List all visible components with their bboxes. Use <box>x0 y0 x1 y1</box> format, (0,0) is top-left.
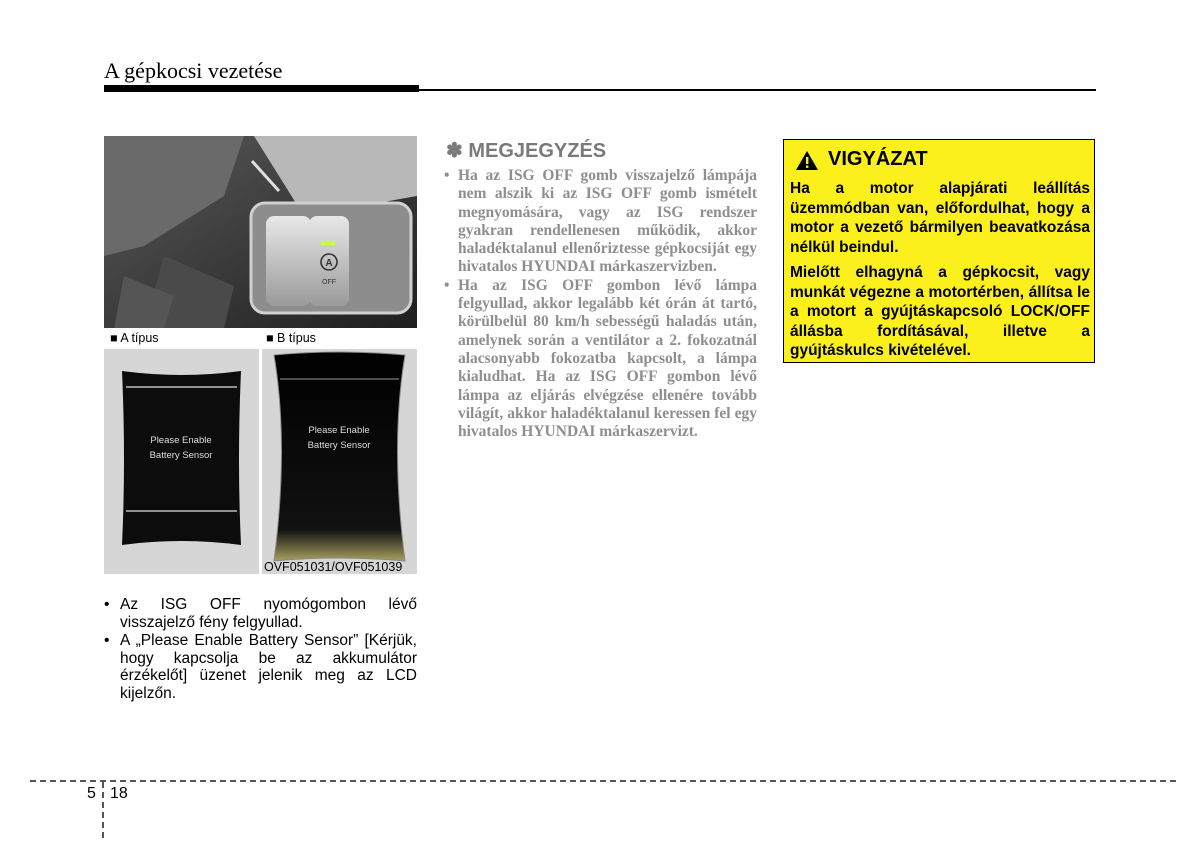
lcd-a-line2: Battery Sensor <box>149 450 213 461</box>
warning-triangle-icon <box>795 150 819 176</box>
caption-type-a: ■ A típus <box>110 331 159 345</box>
lcd-b-line1: Please Enable <box>308 425 370 436</box>
lcd-a-line1: Please Enable <box>150 435 212 446</box>
page-number: 18 <box>110 785 128 802</box>
figure-code: OVF051031/OVF051039 <box>264 560 403 574</box>
lcd-panel-type-b <box>262 349 417 574</box>
footer-vertical-divider <box>102 782 104 838</box>
footer-divider <box>30 780 1176 782</box>
page-header-title: A gépkocsi vezetése <box>104 58 283 83</box>
note-item: • Ha az ISG OFF gombon lévő lámpa felgyullad, akkor legalább két órán át tartó, körülbelül 80 km/h sebességű haladás után, amelynek során a ventilátor a 2. fokozatnál alacsonyabb fokozatba kapcsolt, a lámpa kialudhat. Ha az ISG OFF gombon lévő lámpa az eljárás elvégzése ellenére tovább világít, akkor haladéktalanul keressen fel egy hivatalos HYUNDAI márkaszervizt. <box>444 277 757 442</box>
button-off-label: OFF <box>322 279 336 286</box>
header-rule-thin <box>419 89 1096 91</box>
header-rule-thick <box>104 85 419 92</box>
note-item: • Ha az ISG OFF gomb visszajelző lámpája nem alszik ki az ISG OFF gomb ismételt megnyomására, vagy az ISG rendszer gyakran rendellenesen működik, akkor haladéktalanul ellenőriztesse gépkocsiját egy hivatalos HYUNDAI márkaszervizben. <box>444 167 757 277</box>
list-item: • A „Please Enable Battery Sensor” [Kérjük, hogy kapcsolja be az akkumulátor érzékelőt] üzenet jelenik meg az LCD kijelzőn. <box>104 632 417 702</box>
svg-text:A: A <box>325 258 333 269</box>
chapter-number: 5 <box>87 785 96 802</box>
caption-type-b: ■ B típus <box>266 331 316 345</box>
warning-paragraph: Ha a motor alapjárati leállítás üzemmódban van, előfordulhat, hogy a motor a vezető bármilyen beavatkozása nélkül beindul. <box>790 180 1090 256</box>
note-heading: ✽ MEGJEGYZÉS <box>446 140 607 162</box>
lcd-panel-type-a <box>104 349 259 574</box>
isg-off-button-photo <box>104 136 417 328</box>
warning-text <box>790 179 1090 367</box>
list-item: • Az ISG OFF nyomógombon lévő visszajelző fény felgyullad. <box>104 596 417 631</box>
left-bullet-list <box>104 596 417 703</box>
isg-button-illustration <box>104 136 417 328</box>
warning-paragraph: Mielőtt elhagyná a gépkocsit, vagy munkát végezne a motortérben, állítsa le a motort a gyújtáskapcsoló LOCK/OFF állásba fordításával, illetve a gyújtáskulcs kivételével. <box>790 264 1090 359</box>
warning-title: VIGYÁZAT <box>828 148 928 170</box>
lcd-b-line2: Battery Sensor <box>307 440 371 451</box>
note-list <box>444 167 757 441</box>
